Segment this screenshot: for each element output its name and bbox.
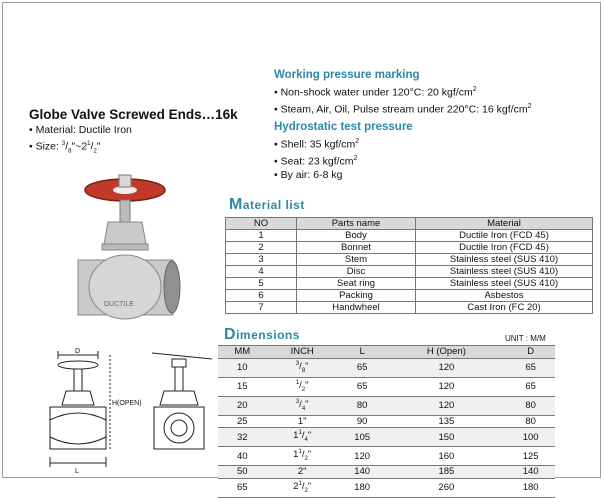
table-row: 15 $^1/_2$" 65 120 65 xyxy=(218,377,555,396)
working-pressure-heading: Working pressure marking xyxy=(274,69,420,81)
dimensions-table xyxy=(218,345,555,498)
dim-header-mm: MM xyxy=(218,346,267,359)
material-table xyxy=(225,217,593,314)
table-row: 1 Body Ductile Iron (FCD 45) xyxy=(226,230,593,242)
table-row: 40 $1^1/_2$" 120 160 125 xyxy=(218,447,555,466)
drawing-label-h: H(OPEN) xyxy=(112,400,142,407)
table-row: 3 Stem Stainless steel (SUS 410) xyxy=(226,254,593,266)
table-row: 20 $^3/_4$" 80 120 80 xyxy=(218,396,555,415)
material-list-title: Material list xyxy=(229,196,305,213)
dim-header-l: L xyxy=(338,346,387,359)
product-title: Globe Valve Screwed Ends…16k xyxy=(29,107,238,122)
table-row: 2 Bonnet Ductile Iron (FCD 45) xyxy=(226,242,593,254)
material-line: • Material: Ductile Iron xyxy=(29,124,132,136)
dim-header-h: H (Open) xyxy=(386,346,506,359)
technical-drawings xyxy=(40,345,220,475)
table-row: 7 Handwheel Cast Iron (FC 20) xyxy=(226,302,593,314)
dim-header-inch: INCH xyxy=(267,346,338,359)
table-row: 65 $2^1/_2$" 180 260 180 xyxy=(218,478,555,497)
table-row: 50 2" 140 185 140 xyxy=(218,466,555,479)
material-header-no: NO xyxy=(226,218,297,230)
hydrostatic-air: • By air: 6-8 kg xyxy=(274,169,343,181)
table-row: 5 Seat ring Stainless steel (SUS 410) xyxy=(226,278,593,290)
pressure-info xyxy=(274,68,594,182)
dim-header-d: D xyxy=(506,346,555,359)
material-header-material: Material xyxy=(416,218,593,230)
drawing-label-l: L xyxy=(75,468,79,475)
size-line: • Size: $^3/_8"\sim 2^1/_2$" xyxy=(29,140,101,155)
hydrostatic-shell: • Shell: 35 kgf/$cm^2$ xyxy=(274,138,360,151)
hydrostatic-seat: • Seat: 23 kgf/$cm^2$ xyxy=(274,154,358,167)
drawing-label-d: D xyxy=(75,348,81,355)
unit-label: UNIT : M/M xyxy=(505,334,546,343)
working-pressure-line: • Steam, Air, Oil, Pulse stream under 220°C: 16 kgf/$cm^2$ xyxy=(274,102,532,115)
dimensions-title: Dimensions xyxy=(224,326,300,343)
table-row: 6 Packing Asbestos xyxy=(226,290,593,302)
table-row: 10 $^3/_8$" 65 120 65 xyxy=(218,358,555,377)
product-info xyxy=(29,107,238,159)
hydrostatic-heading: Hydrostatic test pressure xyxy=(274,121,413,133)
table-row: 4 Disc Stainless steel (SUS 410) xyxy=(226,266,593,278)
material-header-part: Parts name xyxy=(297,218,416,230)
working-pressure-line: • Non-shock water under 120°C: 20 kgf/$cm^2$ xyxy=(274,86,477,99)
table-row: 25 1" 90 135 80 xyxy=(218,415,555,428)
photo-label: DUCTILE xyxy=(104,301,134,308)
valve-photo xyxy=(60,172,190,337)
table-row: 32 $1^1/_4$" 105 150 100 xyxy=(218,428,555,447)
